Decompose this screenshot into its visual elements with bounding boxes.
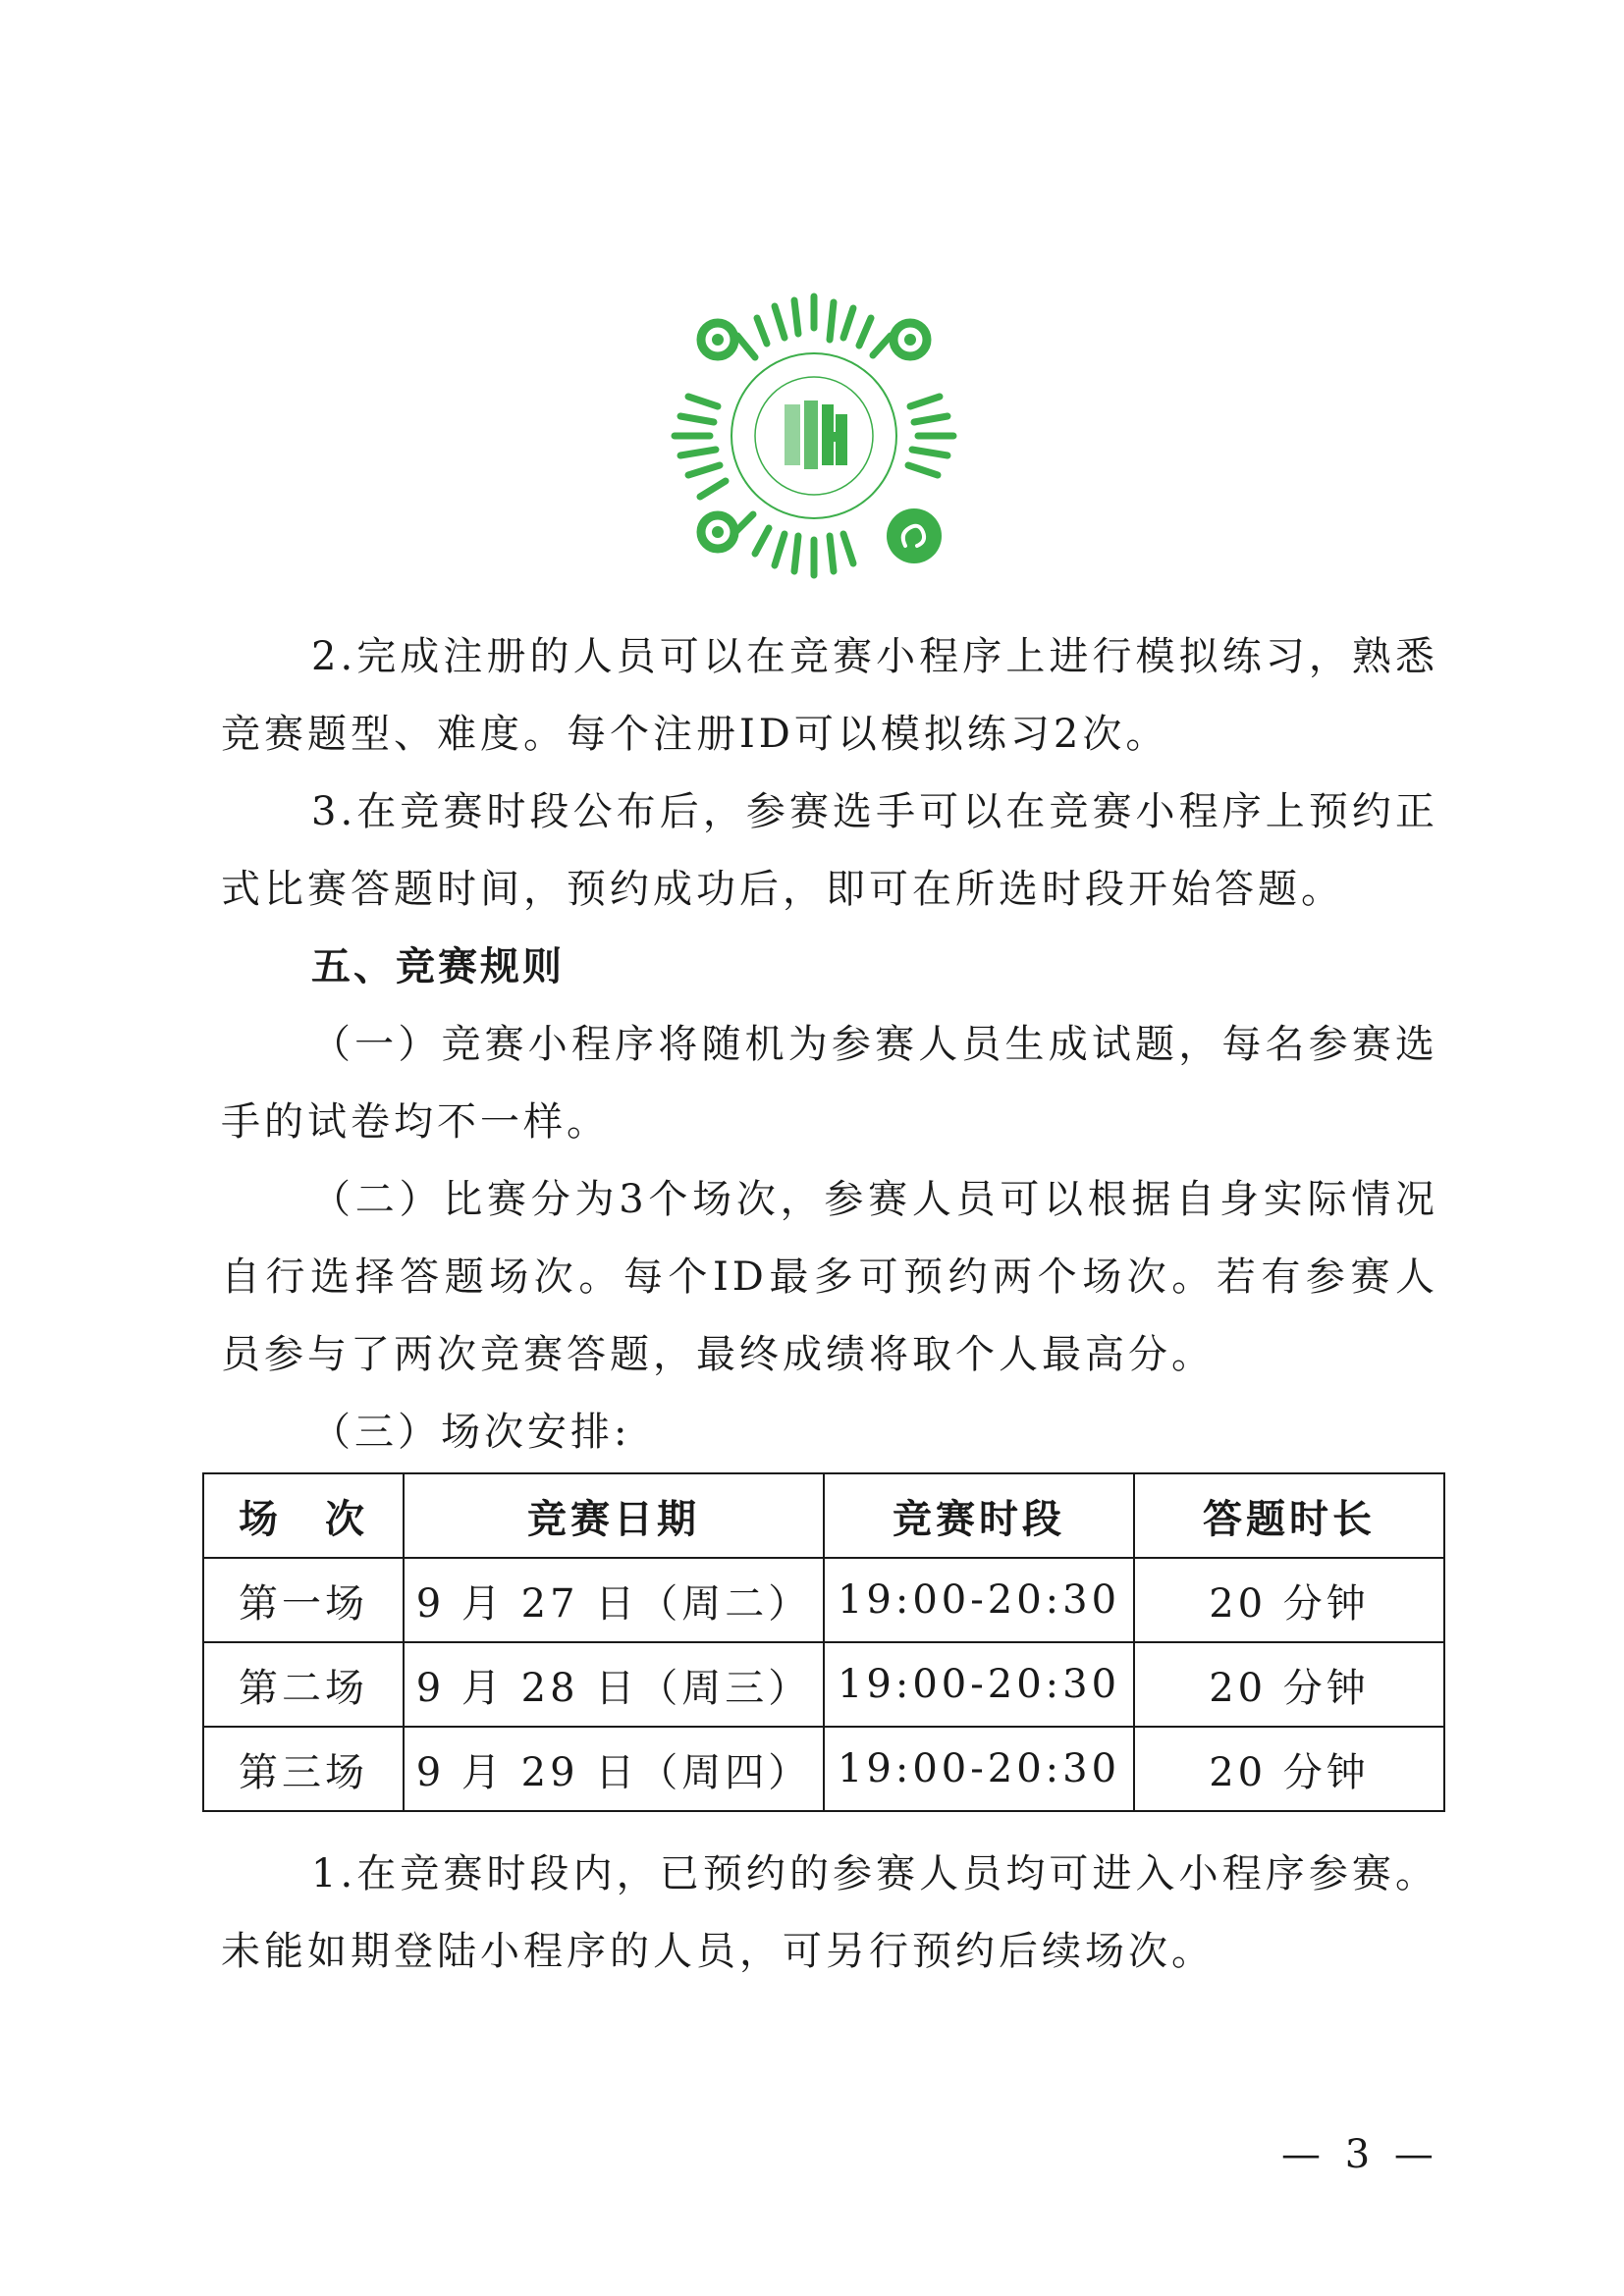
cell-duration: 20 分钟	[1134, 1727, 1444, 1811]
mini-program-qr-code-icon	[667, 289, 961, 583]
table-row	[203, 1642, 1444, 1727]
header-session: 场 次	[203, 1473, 404, 1558]
cell-time-slot: 19:00-20:30	[824, 1558, 1134, 1642]
table-row	[203, 1558, 1444, 1642]
paragraph-mock-practice: 2.完成注册的人员可以在竞赛小程序上进行模拟练习，熟悉竞赛题型、难度。每个注册ID可以模拟练习2次。	[221, 634, 1438, 757]
paragraph-reservation: 3.在竞赛时段公布后，参赛选手可以在竞赛小程序上预约正式比赛答题时间，预约成功后，即可在所选时段开始答题。	[221, 789, 1438, 912]
header-duration: 答题时长	[1134, 1473, 1444, 1558]
table-header-row	[203, 1473, 1444, 1558]
cell-duration: 20 分钟	[1134, 1642, 1444, 1727]
table-row	[203, 1727, 1444, 1811]
paragraph-note-1: 1.在竞赛时段内，已预约的参赛人员均可进入小程序参赛。未能如期登陆小程序的人员，可另行预约后续场次。	[221, 1851, 1438, 1974]
cell-session: 第一场	[203, 1558, 404, 1642]
cell-date: 9 月 27 日（周二）	[404, 1558, 824, 1642]
header-time-slot: 竞赛时段	[824, 1473, 1134, 1558]
cell-duration: 20 分钟	[1134, 1558, 1444, 1642]
paragraph-rule-2: （二）比赛分为3个场次，参赛人员可以根据自身实际情况自行选择答题场次。每个ID最多可预约两个场次。若有参赛人员参与了两次竞赛答题，最终成绩将取个人最高分。	[221, 1177, 1438, 1377]
page-number: — 3 —	[1281, 2132, 1439, 2177]
schedule-table	[202, 1472, 1445, 1812]
cell-session: 第二场	[203, 1642, 404, 1727]
cell-time-slot: 19:00-20:30	[824, 1727, 1134, 1811]
section-heading-rules: 五、竞赛规则	[311, 944, 565, 989]
cell-date: 9 月 29 日（周四）	[404, 1727, 824, 1811]
cell-time-slot: 19:00-20:30	[824, 1642, 1134, 1727]
header-date: 竞赛日期	[404, 1473, 824, 1558]
cell-session: 第三场	[203, 1727, 404, 1811]
paragraph-rule-3-title: （三）场次安排:	[311, 1410, 631, 1455]
paragraph-rule-1: （一）竞赛小程序将随机为参赛人员生成试题，每名参赛选手的试卷均不一样。	[221, 1022, 1438, 1145]
cell-date: 9 月 28 日（周三）	[404, 1642, 824, 1727]
